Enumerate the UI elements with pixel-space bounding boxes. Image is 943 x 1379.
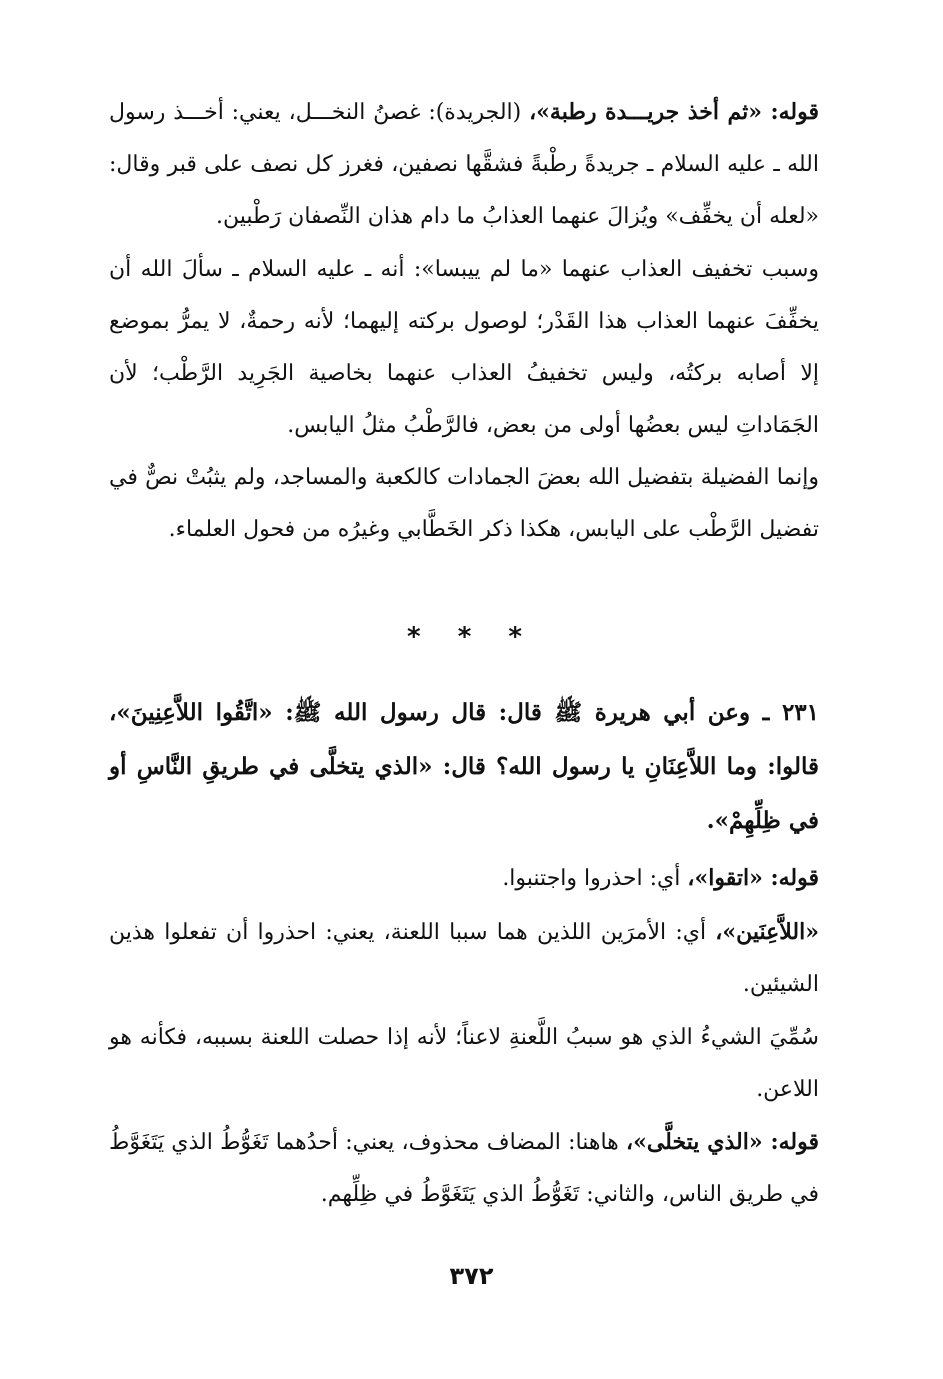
paragraph-7 xyxy=(109,1012,819,1116)
paragraph-3 xyxy=(109,452,819,556)
hadith-231-text: ٢٣١ ـ وعن أبي هريرة ﷺ قال: قال رسول الله ﷺ: «اتَّقُوا اللاَّعِنِينَ»، قالوا: وما اللاَّعِنَانِ يا رسول الله؟ قال: «الذي يتخلَّى في طريقِ النَّاسِ أو في ظِلِّهِمْ». xyxy=(109,699,819,834)
paragraph-1 xyxy=(109,86,819,243)
paragraph-6-lead: «اللاَّعِنَين»، xyxy=(715,919,819,945)
paragraph-5-text: أي: احذروا واجتنبوا. xyxy=(502,866,688,891)
paragraph-8-lead: قوله: «الذي يتخلَّى»، xyxy=(625,1129,819,1155)
paragraph-1-lead: قوله: «ثم أخذ جريـــدة رطبة»، xyxy=(529,99,819,125)
paragraph-6 xyxy=(109,906,819,1011)
paragraph-5-lead: قوله: «اتقوا»، xyxy=(687,865,819,891)
section-separator: * * * xyxy=(407,622,536,652)
paragraph-8 xyxy=(109,1116,819,1221)
paragraph-2 xyxy=(109,244,819,452)
paragraph-2-text: وسبب تخفيف العذاب عنهما «ما لم ييبسا»: أنه ـ عليه السلام ـ سألَ الله أن يخفِّفَ عنهما العذاب هذا القَدْر؛ لوصول بركته إليهما؛ لأنه رحمةٌ، لا يمرُّ بموضع إلا أصابه بركتُه، وليس تخفيفُ العذاب عنهما بخاصية الجَرِيد الرَّطْب؛ لأن الجَمَاداتِ ليس بعضُها أولى من بعض، فالرَّطْبُ مثلُ اليابس. xyxy=(109,257,819,438)
paragraph-8-text: هاهنا: المضاف محذوف، يعني: أحدُهما تَغَوُّطُ الذي يَتَغَوَّطُ في طريق الناس، والثاني: تَغَوُّطُ الذي يَتَغَوَّطُ في ظِلِّهم. xyxy=(109,1130,819,1207)
hadith-231 xyxy=(109,686,819,848)
paragraph-6-text: أي: الأمرَين اللذين هما سببا اللعنة، يعني: احذروا أن تفعلوا هذين الشيئين. xyxy=(109,920,819,997)
paragraph-3-text: وإنما الفضيلة بتفضيل الله بعضَ الجمادات كالكعبة والمساجد، ولم يثبُتْ نصٌّ في تفضيل الرَّطْب على اليابس، هكذا ذكر الخَطَّابي وغيرُه من فحول العلماء. xyxy=(109,465,819,542)
paragraph-5 xyxy=(109,852,819,905)
page-number: ٣٧٢ xyxy=(449,1262,494,1290)
paragraph-7-text: سُمِّيَ الشيءُ الذي هو سببُ اللَّعنةِ لاعناً؛ لأنه إذا حصلت اللعنة بسببه، فكأنه هو اللاعن. xyxy=(109,1025,819,1102)
paragraph-1-text: (الجريدة): غصنُ النخـــل، يعني: أخـــذ رسول الله ـ عليه السلام ـ جريدةً رطْبةً فشقَّها نصفين، فغرز كل نصف على قبر وقال: «لعله أن يخفِّف» ويُزالَ عنهما العذابُ ما دام هذان النِّصفان رَطْبين. xyxy=(109,100,819,229)
